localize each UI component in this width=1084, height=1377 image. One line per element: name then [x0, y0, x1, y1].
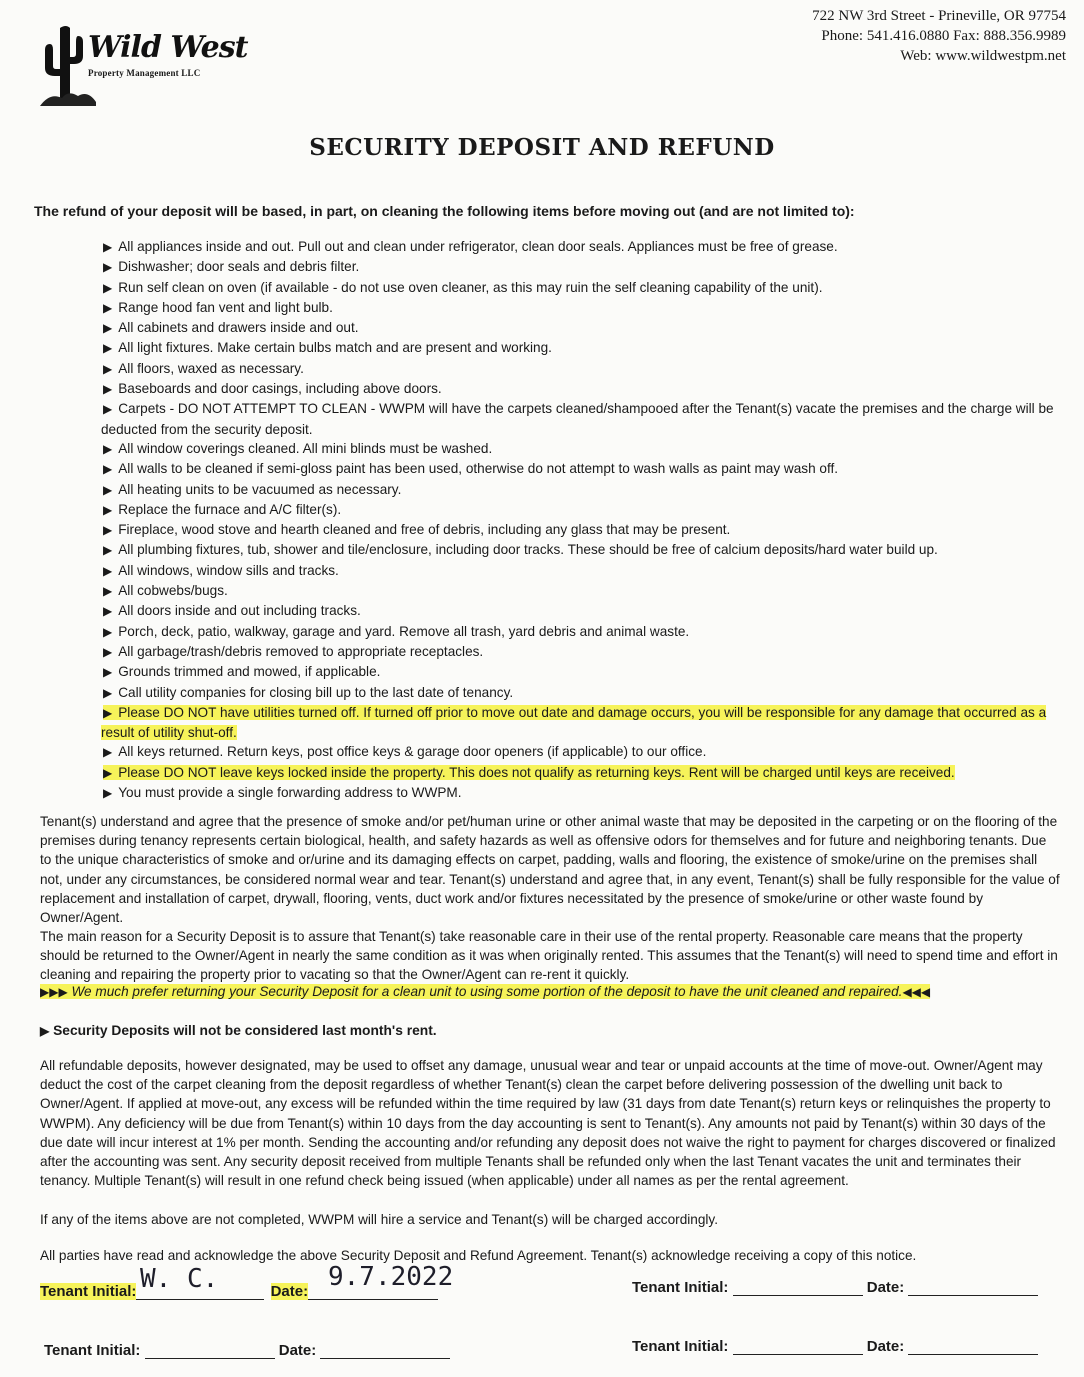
arrow-icon: ▶ — [103, 786, 113, 801]
list-item: ▶ All floors, waxed as necessary. — [103, 360, 304, 376]
refund-terms-paragraph: All refundable deposits, however designated, may be used to offset any damage, unusual wear and tear or unpaid accounts at the time of move-out. Owner/Agent may deduct the cost of the carpet cleaning from the deposit regardless of whether Tenant(s) clean the carpet before delivering possession of the dwelling unit back to Owner/Agent. If applied at move-out, any excess will be refunded within the time required by law (31 days from date Tenant(s) return keys or relinquishes the property to WWPM). Any deficiency will be due from Tenant(s) within 10 days from the day accounting is sent to Tenant(s). Any amounts not paid by Tenant(s) within 30 days of the due date will incur interest at 1% per month. Sending the accounting and/or refunding any deposit does not waive the right to payment for charges discovered or finalized after the accounting was sent. Any security deposit received from multiple Tenants shall be refunded only when the last Tenant vacates the unit and terminates their tenancy. Multiple Tenant(s) will result in one refund check being issued (when applicable) under all names as per the rental agreement. — [40, 1058, 1056, 1189]
list-item: ▶ Replace the furnace and A/C filter(s). — [103, 501, 342, 517]
document-title: SECURITY DEPOSIT AND REFUND — [309, 134, 775, 161]
list-item: ▶ Porch, deck, patio, walkway, garage and yard. Remove all trash, yard debris and animal waste. — [103, 623, 690, 639]
arrow-icon: ▶ — [103, 624, 113, 639]
arrow-icon: ▶ — [103, 502, 113, 517]
date-label: Date: — [866, 1279, 905, 1296]
tenant-initial-field[interactable] — [733, 1338, 863, 1355]
cleaning-checklist — [103, 237, 1053, 803]
list-item: ▶ All cabinets and drawers inside and out. — [103, 320, 359, 336]
list-item: ▶ Range hood fan vent and light bulb. — [103, 299, 333, 315]
list-item: ▶ You must provide a single forwarding address to WWPM. — [103, 785, 462, 801]
arrow-icon: ▶ — [103, 765, 113, 780]
tenant-initial-field[interactable] — [145, 1342, 275, 1359]
list-item: ▶ All window coverings cleaned. All mini blinds must be washed. — [103, 440, 493, 456]
list-item: ▶ Carpets - DO NOT ATTEMPT TO CLEAN - WWPM will have the carpets cleaned/shampooed after the Tenant(s) vacate the premises and the charge will be — [103, 401, 1054, 417]
list-item: ▶ All windows, window sills and tracks. — [103, 562, 339, 578]
arrow-icon: ▶ — [103, 685, 113, 700]
arrow-icon: ▶ — [103, 543, 113, 558]
date-label: Date: — [270, 1283, 309, 1300]
tenant-initial-label: Tenant Initial: — [632, 1338, 729, 1355]
list-item: ▶ Dishwasher; door seals and debris filter. — [103, 259, 360, 275]
logo-name: Wild West — [88, 30, 248, 65]
company-logo — [38, 22, 248, 110]
arrow-icon: ▶ — [103, 523, 113, 538]
arrow-icon: ▶ — [103, 240, 113, 254]
arrow-icon: ▶ — [103, 745, 113, 760]
arrow-icon: ▶ — [103, 402, 113, 417]
intro-text: The refund of your deposit will be based, in part, on cleaning the following items before moving out (and are not limited to): — [34, 203, 855, 219]
arrow-icon: ▶ — [103, 382, 113, 397]
date-label: Date: — [866, 1338, 905, 1355]
list-item-highlighted: ▶ Please DO NOT have utilities turned off. If turned off prior to move out date and damage occurs, you will be responsible for any damage that occurred as a — [103, 704, 1047, 720]
list-item: ▶ All keys returned. Return keys, post office keys & garage door openers (if applicable) to our office. — [103, 744, 707, 760]
arrow-icon: ▶ — [103, 260, 113, 275]
arrow-icon: ▶ — [103, 341, 113, 356]
triple-arrow-right-icon: ▶▶▶ — [40, 985, 68, 999]
list-item: ▶ Baseboards and door casings, including above doors. — [103, 381, 442, 397]
triple-arrow-left-icon: ◀◀◀ — [902, 985, 931, 999]
arrow-icon: ▶ — [103, 361, 113, 376]
arrow-icon: ▶ — [103, 321, 113, 336]
arrow-icon: ▶ — [103, 584, 113, 599]
arrow-icon: ▶ — [103, 604, 113, 619]
list-item-highlighted: ▶ Please DO NOT leave keys locked inside the property. This does not qualify as returning keys. Rent will be charged until keys are received. — [103, 764, 955, 780]
list-item: ▶ Grounds trimmed and mowed, if applicable. — [103, 664, 381, 680]
company-phone: Phone: 541.416.0880 Fax: 888.356.9989 — [821, 28, 1066, 44]
arrow-icon: ▶ — [103, 441, 113, 456]
contact-info — [812, 6, 1066, 66]
arrow-icon: ▶ — [103, 280, 113, 295]
list-item-continuation: deducted from the security deposit. — [101, 421, 313, 437]
tenant-initial-label: Tenant Initial: — [632, 1279, 729, 1296]
handwritten-date: 9.7.2022 — [328, 1262, 454, 1292]
arrow-icon: ▶ — [103, 705, 113, 720]
list-item: ▶ All appliances inside and out. Pull out and clean under refrigerator, clean door seals. Appliances must be free of grease. — [103, 239, 838, 254]
arrow-icon: ▶ — [103, 300, 113, 315]
preference-note: ▶▶▶ We much prefer returning your Security Deposit for a clean unit to using some portion of the deposit to have the unit cleaned and repaired.◀◀◀ — [40, 984, 931, 999]
list-item-continuation: result of utility shut-off. — [101, 725, 237, 741]
deposit-reason-paragraph: The main reason for a Security Deposit is to assure that Tenant(s) take reasonable care in their use of the rental property. Reasonable care means that the property should be returned to the Owner/Agent in nearly the same condition as it was when originally rented. This assumes that the Tenant(s) will need to spend time and effort in cleaning and repairing the property prior to vacating so that the Owner/Agent can re-rent it quickly. — [40, 929, 1058, 983]
security-deposit-note: ▶ Security Deposits will not be considered last month's rent. — [40, 1023, 437, 1038]
list-item: ▶ All heating units to be vacuumed as necessary. — [103, 481, 402, 497]
incomplete-items-paragraph: If any of the items above are not completed, WWPM will hire a service and Tenant(s) will be charged accordingly. — [40, 1212, 718, 1227]
company-address: 722 NW 3rd Street - Prineville, OR 97754 — [812, 8, 1066, 24]
tenant-initial-field[interactable] — [733, 1279, 863, 1296]
list-item: ▶ All cobwebs/bugs. — [103, 583, 228, 599]
company-web: Web: www.wildwestpm.net — [900, 48, 1066, 64]
acknowledgement-paragraph: All parties have read and acknowledge the above Security Deposit and Refund Agreement. Tenant(s) acknowledge receiving a copy of this notice. — [40, 1248, 917, 1263]
arrow-icon: ▶ — [103, 644, 113, 659]
logo-subtitle: Property Management LLC — [88, 68, 201, 78]
list-item: ▶ Fireplace, wood stove and hearth cleaned and free of debris, including any glass that may be present. — [103, 522, 731, 538]
signature-block-2 — [632, 1279, 1038, 1296]
list-item: ▶ All plumbing fixtures, tub, shower and tile/enclosure, including door tracks. These should be free of calcium deposits/hard water build up. — [103, 542, 938, 558]
smoke-urine-paragraph: Tenant(s) understand and agree that the presence of smoke and/or pet/human urine or other animal waste that may be deposited in the carpeting or on the flooring of the premises during tenancy represents certain biological, health, and safety hazards as well as offensive odors for themselves and for future and neighboring tenants. Due to the unique characteristics of smoke and or/urine and its damaging effects on carpet, padding, walls and flooring, the existence of smoke/urine on the premises shall not, under any circumstances, be considered normal wear and tear. Tenant(s) understand and agree that, in any event, Tenant(s) shall be fully responsible for the value of replacement and installation of carpet, drywall, flooring, vents, duct work and/or fixtures necessitated by the presence of smoke/urine or other waste found by Owner/Agent. — [40, 814, 1060, 926]
arrow-icon: ▶ — [40, 1024, 50, 1038]
arrow-icon: ▶ — [103, 563, 113, 578]
arrow-icon: ▶ — [103, 462, 113, 477]
list-item: ▶ All light fixtures. Make certain bulbs match and are present and working. — [103, 340, 552, 356]
date-field[interactable] — [908, 1338, 1038, 1355]
tenant-initial-label: Tenant Initial: — [44, 1342, 141, 1359]
arrow-icon: ▶ — [103, 665, 113, 680]
date-label: Date: — [278, 1342, 317, 1359]
list-item: ▶ All garbage/trash/debris removed to appropriate receptacles. — [103, 643, 484, 659]
list-item: ▶ All doors inside and out including tracks. — [103, 603, 361, 619]
arrow-icon: ▶ — [103, 482, 113, 497]
signature-block-3 — [44, 1342, 450, 1359]
tenant-initial-label: Tenant Initial: — [40, 1283, 137, 1300]
signature-block-4 — [632, 1338, 1038, 1355]
list-item: ▶ Run self clean on oven (if available - do not use oven cleaner, as this may ruin the self cleaning capability of the unit). — [103, 279, 823, 295]
date-field[interactable] — [908, 1279, 1038, 1296]
list-item: ▶ All walls to be cleaned if semi-gloss paint has been used, otherwise do not attempt to wash walls as paint may wash off. — [103, 461, 839, 477]
list-item: ▶ Call utility companies for closing bill up to the last date of tenancy. — [103, 684, 514, 700]
date-field[interactable] — [320, 1342, 450, 1359]
handwritten-initials: W. C. — [140, 1264, 219, 1294]
